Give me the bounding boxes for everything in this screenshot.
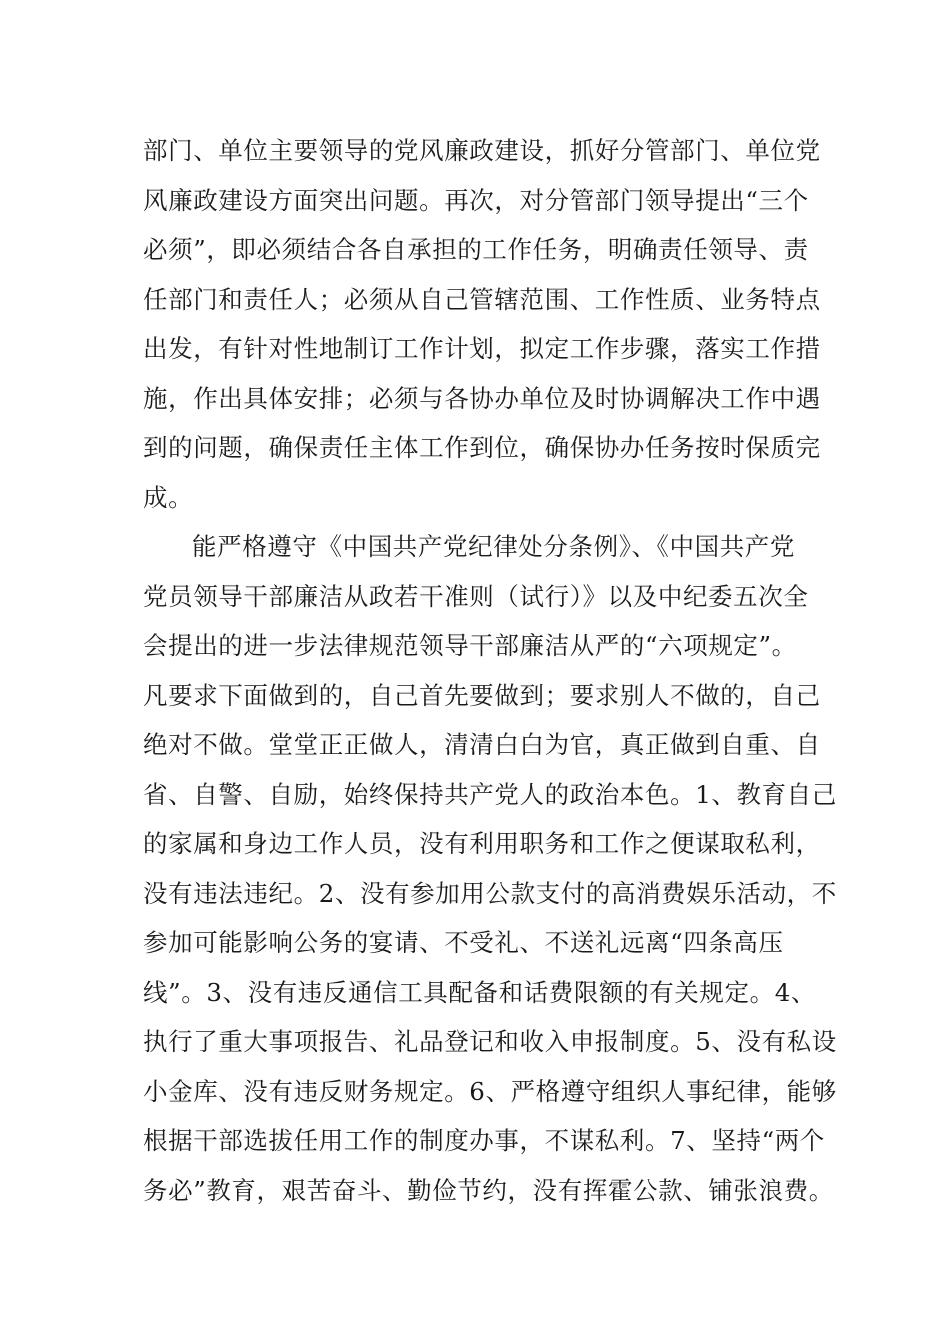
text-line: 出发，有针对性地制订工作计划，拟定工作步骤，落实工作措 [143, 334, 821, 363]
text-line: 省、自警、自励，始终保持共产党人的政治本色。1、教育自己 [143, 779, 837, 809]
text-line: 部门、单位主要领导的党风廉政建设，抓好分管部门、单位党 [143, 136, 821, 165]
text-line: 没有违法违纪。2、没有参加用公款支付的高消费娱乐活动，不 [143, 878, 837, 908]
paragraph-1 [143, 126, 843, 522]
text-line: 任部门和责任人；必须从自己管辖范围、工作性质、业务特点 [143, 284, 821, 314]
text-line: 参加可能影响公务的宴请、不受礼、不送礼远离“四条高压 [143, 928, 784, 957]
text-line: 务必”教育，艰苦奋斗、勤俭节约，没有挥霍公款、铺张浪费。 [143, 1175, 834, 1205]
text-line: 党员领导干部廉洁从政若干准则（试行）》以及中纪委五次全 [143, 581, 809, 611]
text-line: 必须”，即必须结合各自承担的工作任务，明确责任领导、责 [143, 235, 809, 264]
text-line: 线”。3、没有违反通信工具配备和话费限额的有关规定。4、 [143, 977, 816, 1007]
text-line: 根据干部选拔任用工作的制度办事，不谋私利。7、坚持“两个 [143, 1126, 825, 1155]
text-line: 施，作出具体安排；必须与各协办单位及时协调解决工作中遇 [143, 383, 821, 413]
text-line: 成。 [143, 482, 194, 512]
text-line: 绝对不做。堂堂正正做人，清清白白为官，真正做到自重、自 [143, 730, 821, 759]
text-line: 到的问题，确保责任主体工作到位，确保协办任务按时保质完 [143, 433, 821, 462]
text-line: 风廉政建设方面突出问题。再次，对分管部门领导提出“三个 [143, 185, 809, 215]
text-line: 能严格遵守《中国共产党纪律处分条例》、《中国共产党 [192, 532, 795, 561]
text-line: 的家属和身边工作人员，没有利用职务和工作之便谋取私利， [143, 829, 821, 858]
text-line: 会提出的进一步法律规范领导干部廉洁从严的“六项规定”。 [143, 631, 797, 660]
text-line: 小金库、没有违反财务规定。6、严格遵守组织人事纪律，能够 [143, 1076, 837, 1106]
document-body [143, 126, 843, 1215]
text-line: 凡要求下面做到的，自己首先要做到；要求别人不做的，自己 [143, 680, 821, 710]
paragraph-2 [143, 522, 843, 1215]
text-line: 执行了重大事项报告、礼品登记和收入申报制度。5、没有私设 [143, 1027, 837, 1056]
